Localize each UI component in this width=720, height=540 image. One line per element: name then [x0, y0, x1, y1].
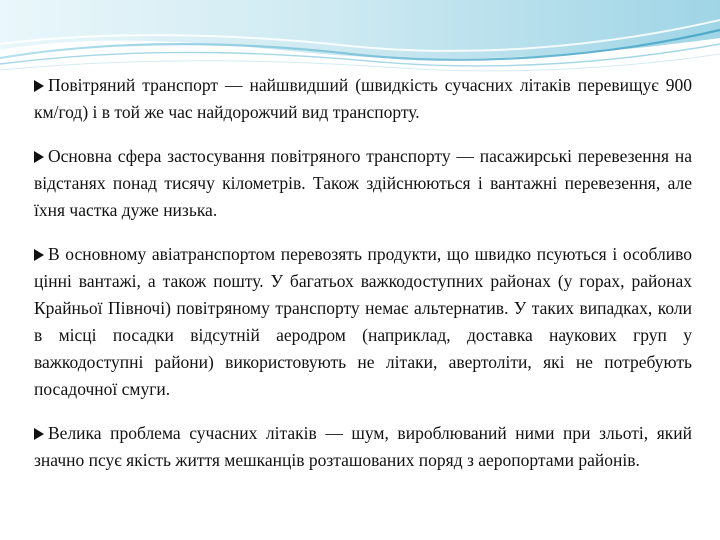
- arrow-bullet-icon: [34, 80, 44, 92]
- header-wave-decoration: [0, 0, 720, 80]
- paragraph-text: В основному авіатранспортом перевозять продукти, що швидко псуються і особливо цінні вантажі, а також пошту. У багатьох важкодоступних районах (у горах, районах Крайньої Півночі) повітряному транспорту немає альтернатив. У таких випадках, коли в місці посадки відсутній аеродром (наприклад, доставка наукових груп у важкодоступні райони) використовують не літаки, авертоліти, які не потребують посадочної смуги.: [34, 244, 692, 399]
- paragraph-text: Повітряний транспорт — найшвидший (швидкість сучасних літаків перевищує 900 км/год) і в той же час найдорожчий вид транспорту.: [34, 75, 692, 122]
- paragraph-main-use: [34, 143, 692, 224]
- paragraph-text: Основна сфера застосування повітряного транспорту — пасажирські перевезення на відстанях понад тисячу кілометрів. Також здійснюються і вантажні перевезення, але їхня частка дуже низька.: [34, 146, 692, 220]
- paragraph-text: Велика проблема сучасних літаків — шум, вироблюваний ними при зльоті, який значно псує якість життя мешканців розташованих поряд з аеропортами районів.: [34, 423, 692, 470]
- paragraph-air-transport-speed: [34, 72, 692, 126]
- slide-body: [34, 72, 692, 491]
- paragraph-noise-problem: [34, 420, 692, 474]
- arrow-bullet-icon: [34, 151, 44, 163]
- arrow-bullet-icon: [34, 249, 44, 261]
- arrow-bullet-icon: [34, 428, 44, 440]
- paragraph-cargo: [34, 241, 692, 403]
